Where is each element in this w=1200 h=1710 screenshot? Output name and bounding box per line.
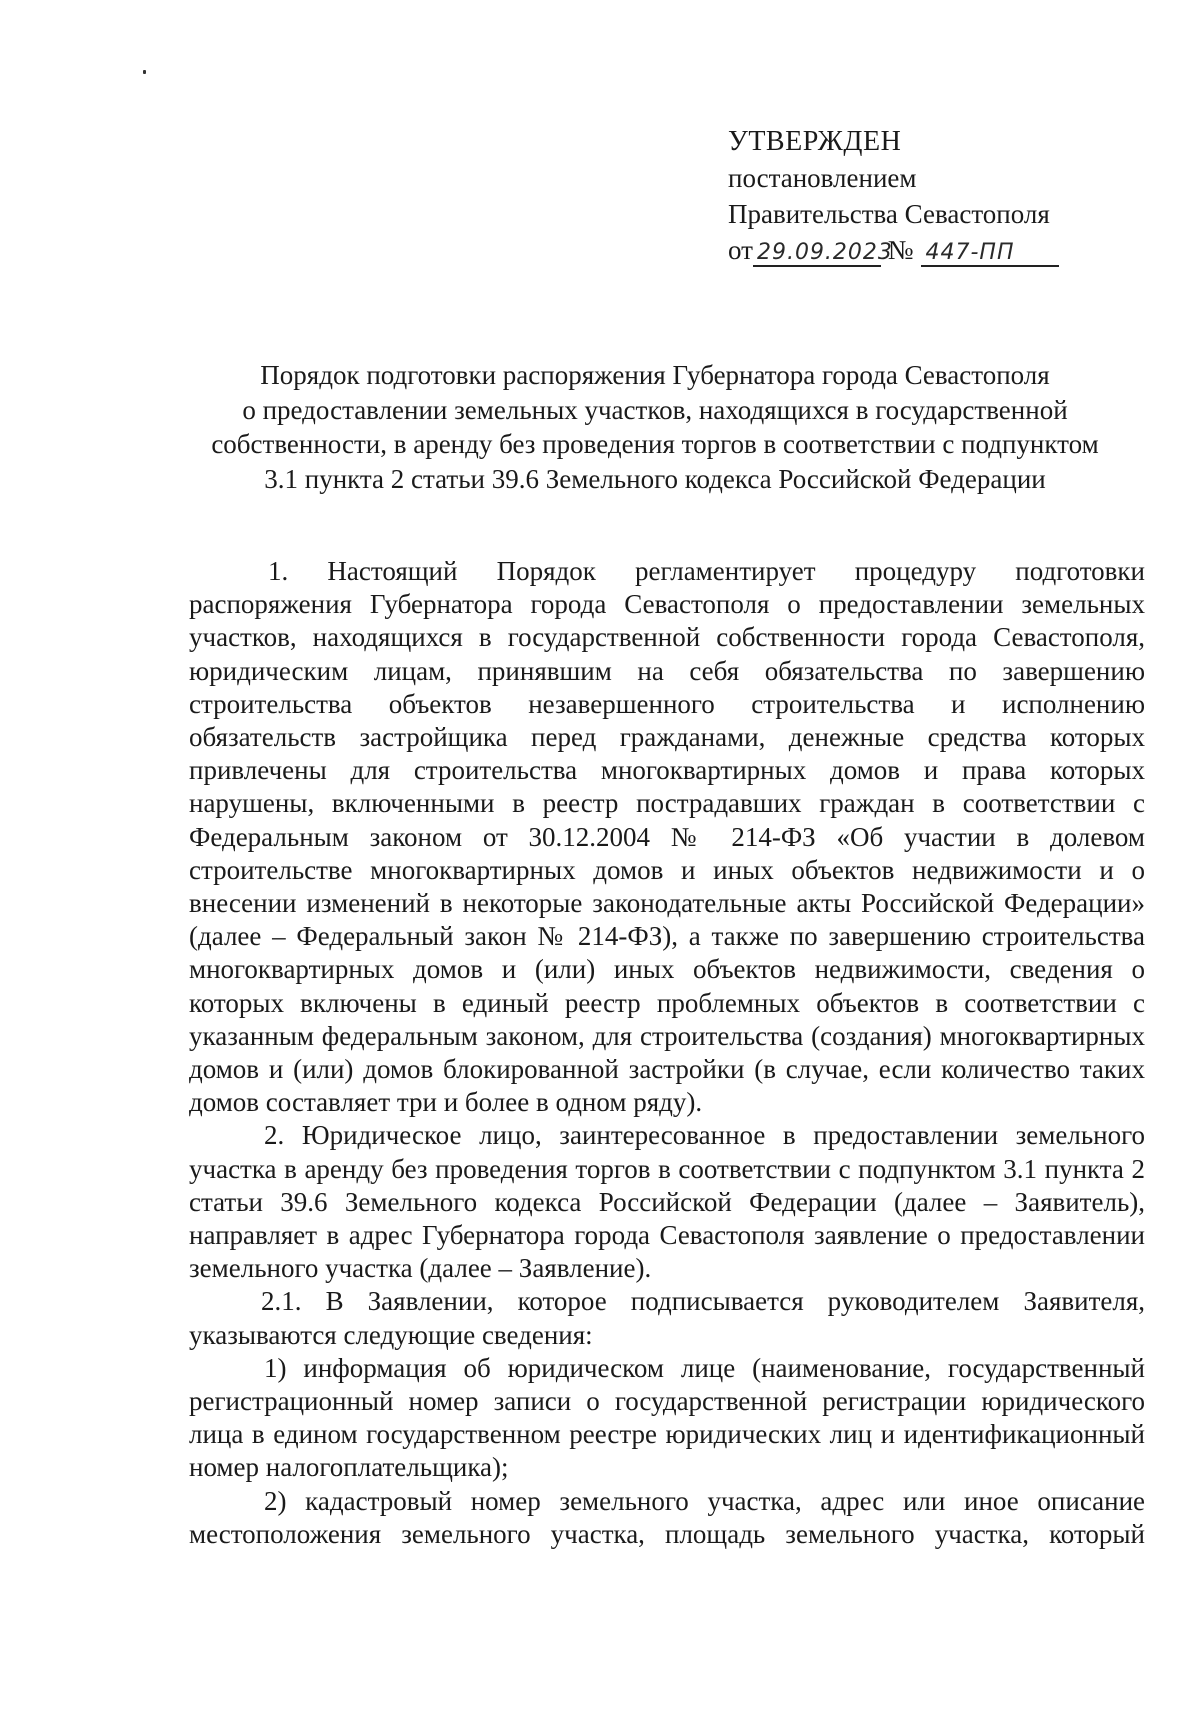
handwritten-number: 447-ПП (921, 241, 1059, 267)
approval-block (728, 124, 1059, 268)
approval-line-government: Правительства Севастополя (728, 199, 1050, 229)
handwritten-date: 29.09.2023 (753, 241, 881, 267)
paragraph-2-1: 2.1. В Заявлении, которое подписывается руководителем Заявителя, указываются следующие сведения: (189, 1286, 1145, 1350)
document-title (190, 358, 1120, 496)
title-line: о предоставлении земельных участков, находящихся в государственной (242, 394, 1068, 425)
number-sign: № (887, 235, 914, 265)
approval-stamp: УТВЕРЖДЕН (728, 126, 902, 157)
title-line: 3.1 пункта 2 статьи 39.6 Земельного кодекса Российской Федерации (264, 463, 1046, 494)
document-body (189, 555, 1145, 1551)
list-item-1: 1) информация об юридическом лице (наименование, государственный регистрационный номер записи о государственной регистрации юридического лица в едином государственном реестре юридических лиц и идентификационный номер налогоплательщика); (189, 1352, 1145, 1483)
paragraph-1: 1. Настоящий Порядок регламентирует процедуру подготовки распоряжения Губернатора города Севастополя о предоставлении земельных участков, находящихся в государственной собственности города Севастополя, юридическим лицам, принявшим на себя обязательства по завершению строительства объектов незавершенного строительства и исполнению обязательств застройщика перед гражданами, денежные средства которых привлечены для строительства многоквартирных домов и права которых нарушены, включенными в реестр пострадавших граждан в соответствии с Федеральным законом от 30.12.2004 № 214-ФЗ «Об участии в долевом строительстве многоквартирных домов и иных объектов недвижимости и о внесении изменений в некоторые законодательные акты Российской Федерации» (далее – Федеральный закон № 214-ФЗ), а также по завершению строительства многоквартирных домов и (или) иных объектов недвижимости, сведения о которых включены в единый реестр проблемных объектов в соответствии с указанным федеральным законом, для строительства (создания) многоквартирных домов и (или) домов блокированной застройки (в случае, если количество таких домов составляет три и более в одном ряду). (189, 556, 1145, 1118)
scan-speck (143, 70, 146, 74)
title-line: Порядок подготовки распоряжения Губернатора города Севастополя (260, 360, 1050, 390)
title-line: собственности, в аренду без проведения торгов в соответствии с подпунктом (211, 429, 1099, 459)
approval-line-date-number (728, 232, 1059, 268)
list-item-2: 2) кадастровый номер земельного участка, адрес или иное описание местоположения земельного участка, площадь земельного участка, который (189, 1485, 1145, 1549)
from-prefix: от (728, 235, 753, 265)
paragraph-2: 2. Юридическое лицо, заинтересованное в предоставлении земельного участка в аренду без проведения торгов в соответствии с подпунктом 3.1 пункта 2 статьи 39.6 Земельного кодекса Российской Федерации (далее – Заявитель), направляет в адрес Губернатора города Севастополя заявление о предоставлении земельного участка (далее – Заявление). (189, 1120, 1145, 1284)
approval-line-decree: постановлением (728, 163, 917, 193)
